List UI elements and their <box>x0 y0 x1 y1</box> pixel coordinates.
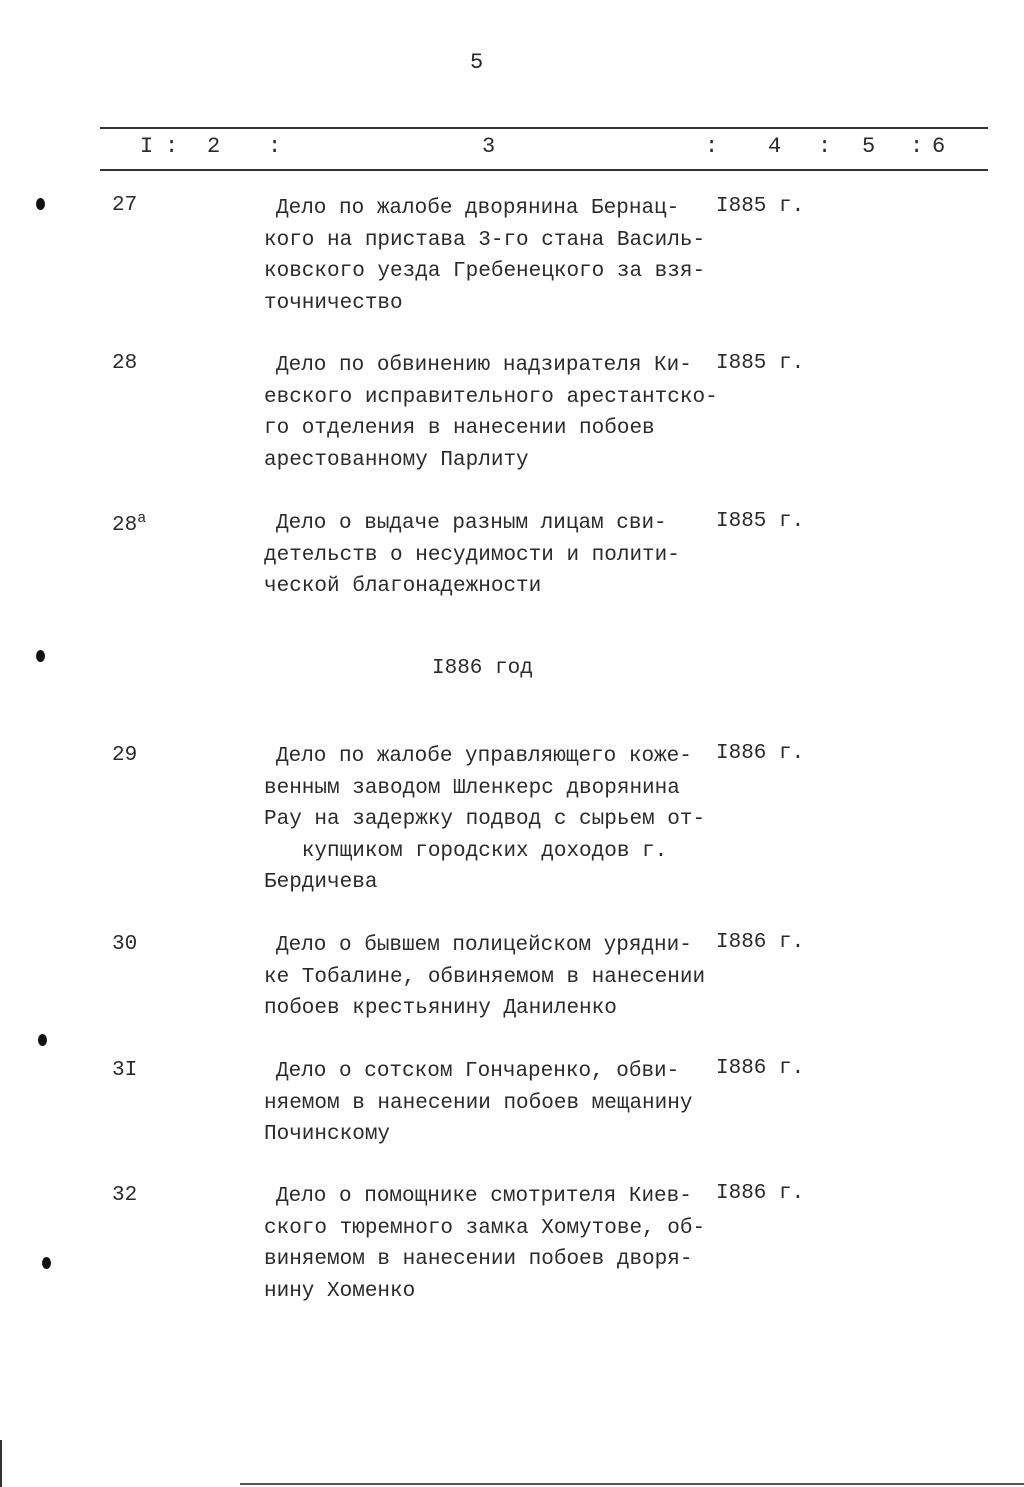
entry-description: Дело о выдаче разным лицам сви- детельств о несудимости и полити- ческой благонадежности <box>264 512 680 598</box>
entry-description: Дело по обвинению надзирателя Ки- евского исправительного арестантско- го отделения в нанесении побоев арестованному Парлиту <box>264 354 718 472</box>
col-header-3: 3 <box>482 134 496 159</box>
entry-number-superscript: а <box>137 510 147 527</box>
scan-edge <box>0 1440 2 1487</box>
entry-description: Дело по жалобе управляющего коже- венным заводом Шленкерс дворянина Рау на задержку подвод с сырьем от- купщиком городских доходов г. Бердичева <box>264 745 706 894</box>
entry-number: 29 <box>112 744 138 767</box>
col-header-4: 4 <box>768 134 782 159</box>
entry-number: 27 <box>112 194 138 217</box>
col-header-5: 5 <box>862 134 876 159</box>
col-header-6: 6 <box>932 134 946 159</box>
col-separator: : <box>268 134 282 159</box>
binder-hole-mark <box>36 198 45 210</box>
col-header-1: I <box>140 134 154 159</box>
entry-description: Дело о помощнике смотрителя Киев- ского тюремного замка Хомутове, об- виняемом в нанесении побоев дворя- нину Хоменко <box>264 1185 706 1303</box>
binder-hole-mark <box>38 1034 47 1046</box>
header-rule-bottom <box>100 169 988 171</box>
entry-date: I885 г. <box>716 352 805 375</box>
col-separator: : <box>818 134 832 159</box>
section-title-year: I886 год <box>432 657 533 680</box>
binder-hole-mark <box>36 650 45 662</box>
entry-date: I886 г. <box>716 1182 805 1205</box>
entry-number: 30 <box>112 933 138 956</box>
entry-description: Дело о сотском Гончаренко, обви- няемом в нанесении побоев мещанину Починскому <box>264 1060 693 1146</box>
binder-hole-mark <box>42 1257 51 1269</box>
col-header-2: 2 <box>207 134 221 159</box>
col-separator: : <box>705 134 719 159</box>
entry-date: I885 г. <box>716 195 805 218</box>
page-number: 5 <box>470 50 484 75</box>
entry-date: I886 г. <box>716 1057 805 1080</box>
entry-date: I886 г. <box>716 931 805 954</box>
header-rule-top <box>100 127 988 129</box>
entry-number: 3I <box>112 1059 138 1082</box>
entry-description: Дело по жалобе дворянина Бернац- кого на пристава 3-го стана Василь- ковского уезда Гребенецкого за взя- точничество <box>264 197 706 315</box>
entry-number: 32 <box>112 1184 138 1207</box>
col-separator: : <box>910 134 924 159</box>
scan-bottom-edge <box>240 1483 1024 1485</box>
col-separator: : <box>165 134 179 159</box>
entry-description: Дело о бывшем полицейском урядни- ке Тобалине, обвиняемом в нанесении побоев крестьянину Даниленко <box>264 934 706 1020</box>
entry-date: I886 г. <box>716 742 805 765</box>
entry-number: $28^а$ <box>112 510 147 537</box>
entry-date: I885 г. <box>716 510 805 533</box>
entry-number: 28 <box>112 352 138 375</box>
